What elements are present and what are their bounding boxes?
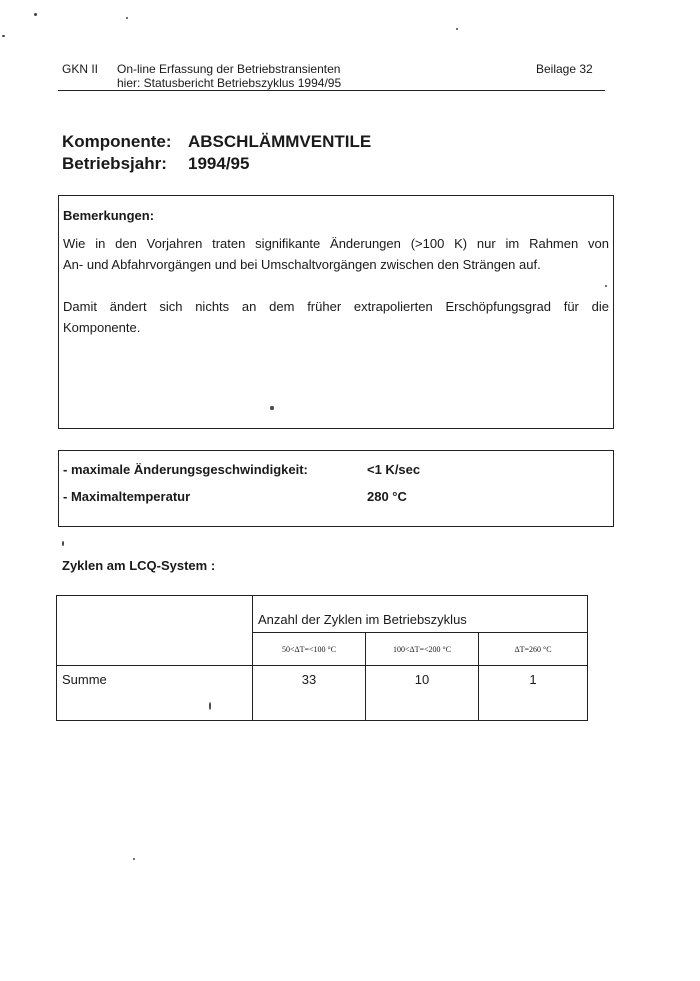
value-3: 1 [529,672,537,687]
cycles-table [56,595,588,721]
value-cell-3 [479,666,588,721]
scan-speck [456,28,458,30]
row-label: Summe [62,672,107,687]
scan-speck [133,858,135,860]
scan-speck [62,541,64,546]
attachment-label: Beilage 32 [536,62,593,76]
remarks-paragraph-2 [63,296,609,338]
remarks-para1-line2: An- und Abfahrvorgängen und bei Umschaltvorgängen zwischen den Strängen auf. [63,257,541,272]
scan-speck [34,13,37,16]
value-2: 10 [414,672,430,687]
report-title-line2: hier: Statusbericht Betriebszyklus 1994/95 [117,76,342,90]
parameters-box [58,450,614,527]
value-cell-1 [253,666,366,721]
max-temp-label: - Maximaltemperatur [63,489,191,504]
max-temp-value: 280 °C [367,489,407,504]
scan-speck [126,17,128,19]
value-1: 33 [301,672,317,687]
table-header-row [57,596,588,633]
column-header-3: ΔT=260 °C [479,633,588,666]
row-label-cell [57,666,253,721]
group-header: Anzahl der Zyklen im Betriebszyklus [258,612,467,627]
cycles-heading: Zyklen am LCQ-System : [62,558,216,573]
max-rate-value: <1 K/sec [367,462,421,477]
remarks-para2-line2: Komponente. [63,320,141,335]
component-label: Komponente: [62,132,172,151]
remarks-box [58,195,614,429]
remarks-para2-line1: Damit ändert sich nichts an dem früher extrapolierten Erschöpfungsgrad für die [63,299,609,314]
component-value: ABSCHLÄMMVENTILE [188,132,372,151]
remarks-para1-line1: Wie in den Vorjahren traten signifikante Änderungen (>100 K) nur im Rahmen von [63,236,609,251]
remarks-heading: Bemerkungen: [63,208,155,223]
scan-speck [2,35,5,37]
year-label: Betriebsjahr: [62,154,167,173]
empty-corner-cell [57,596,253,666]
value-cell-2 [366,666,479,721]
plant-label: GKN II [62,62,99,76]
year-value: 1994/95 [188,154,250,173]
table-row [57,666,588,721]
header-rule [58,90,605,91]
column-header-2: 100<ΔT=<200 °C [366,633,479,666]
report-title-line1: On-line Erfassung der Betriebstransienten [117,62,341,76]
group-header-cell [253,596,588,633]
column-header-1: 50<ΔT=<100 °C [253,633,366,666]
remarks-paragraph-1 [63,233,609,275]
max-rate-label: - maximale Änderungsgeschwindigkeit: [63,462,308,477]
